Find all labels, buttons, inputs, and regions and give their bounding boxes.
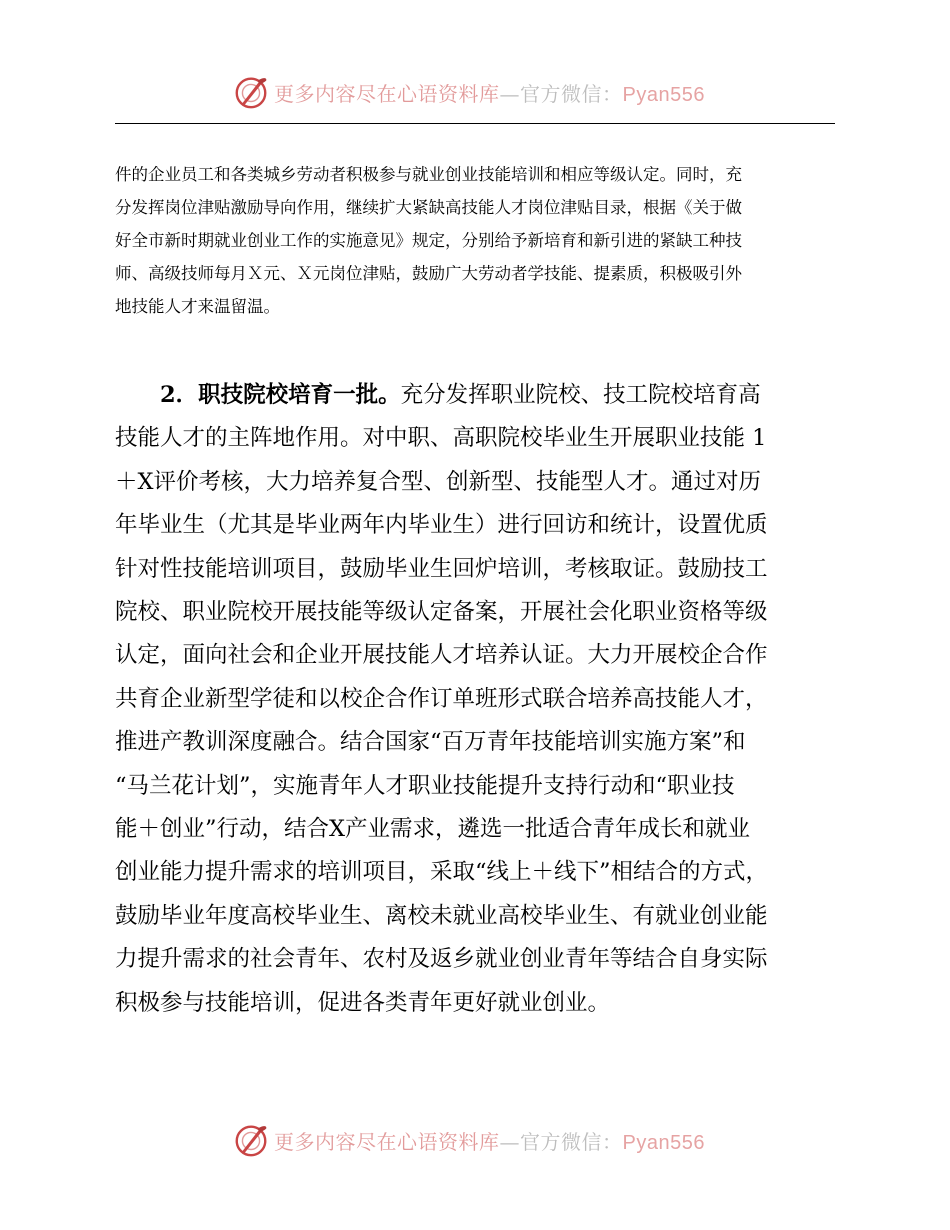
header-watermark	[232, 72, 705, 112]
text-line: “马兰花计划”，实施青年人才职业技能提升支持行动和“职业技	[115, 772, 735, 799]
watermark-text-wechat: —官方微信：	[499, 81, 623, 106]
text-line: 鼓励毕业年度高校毕业生、离校未就业高校毕业生、有就业创业能	[115, 902, 768, 929]
text-line: 共育企业新型学徒和以校企合作订单班形式联合培养高技能人才，	[115, 685, 768, 712]
text-line: 积极参与技能培训，促进各类青年更好就业创业。	[115, 989, 611, 1016]
text-line: 地技能人才来温留温。	[115, 297, 280, 316]
text-line: 创业能力提升需求的培训项目，采取“线上＋线下”相结合的方式，	[115, 859, 769, 886]
text-line: 充分发挥职业院校、技工院校培育高	[400, 382, 761, 408]
text-line: 认定，面向社会和企业开展技能人才培养认证。大力开展校企合作	[115, 642, 768, 669]
text-line: 年毕业生（尤其是毕业两年内毕业生）进行回访和统计，设置优质	[115, 512, 768, 539]
quill-logo-icon	[232, 73, 270, 111]
text-line: 院校、职业院校开展技能等级认定备案，开展社会化职业资格等级	[115, 599, 768, 626]
text-line: 能＋创业”行动，结合X产业需求，遴选一批适合青年成长和就业	[115, 816, 751, 843]
text-line: 师、高级技师每月Ｘ元、Ｘ元岗位津贴，鼓励广大劳动者学技能、提素质，积极吸引外	[115, 264, 742, 283]
watermark-text-id: Pyan556	[622, 83, 705, 106]
text-line: 好全市新时期就业创业工作的实施意见》规定，分别给予新培育和新引进的紧缺工种技	[115, 231, 742, 250]
text-line: 推进产教训深度融合。结合国家“百万青年技能培训实施方案”和	[115, 729, 746, 756]
text-line: 分发挥岗位津贴激励导向作用，继续扩大紧缺高技能人才岗位津贴目录，根据《关于做	[115, 198, 742, 217]
text-line: 针对性技能培训项目，鼓励毕业生回炉培训，考核取证。鼓励技工	[115, 555, 768, 582]
quill-logo-icon	[232, 1121, 270, 1159]
section-2-paragraph	[115, 374, 840, 1025]
text-line: 力提升需求的社会青年、农村及返乡就业创业青年等结合自身实际	[115, 946, 768, 973]
section-2-heading: 2．职技院校培育一批。	[160, 382, 401, 408]
watermark-text-main: 更多内容尽在心语资料库	[274, 81, 500, 106]
text-line: 件的企业员工和各类城乡劳动者积极参与就业创业技能培训和相应等级认定。同时，充	[115, 165, 742, 184]
header-divider	[115, 123, 835, 124]
watermark-text-id: Pyan556	[622, 1131, 705, 1154]
text-line: ＋X评价考核，大力培养复合型、创新型、技能型人才。通过对历	[115, 468, 762, 495]
watermark-text-wechat: —官方微信：	[499, 1129, 623, 1154]
text-line: 技能人才的主阵地作用。对中职、高职院校毕业生开展职业技能 1	[115, 425, 767, 452]
continuation-paragraph	[115, 158, 835, 323]
watermark-text-main: 更多内容尽在心语资料库	[274, 1129, 500, 1154]
footer-watermark	[232, 1120, 705, 1160]
